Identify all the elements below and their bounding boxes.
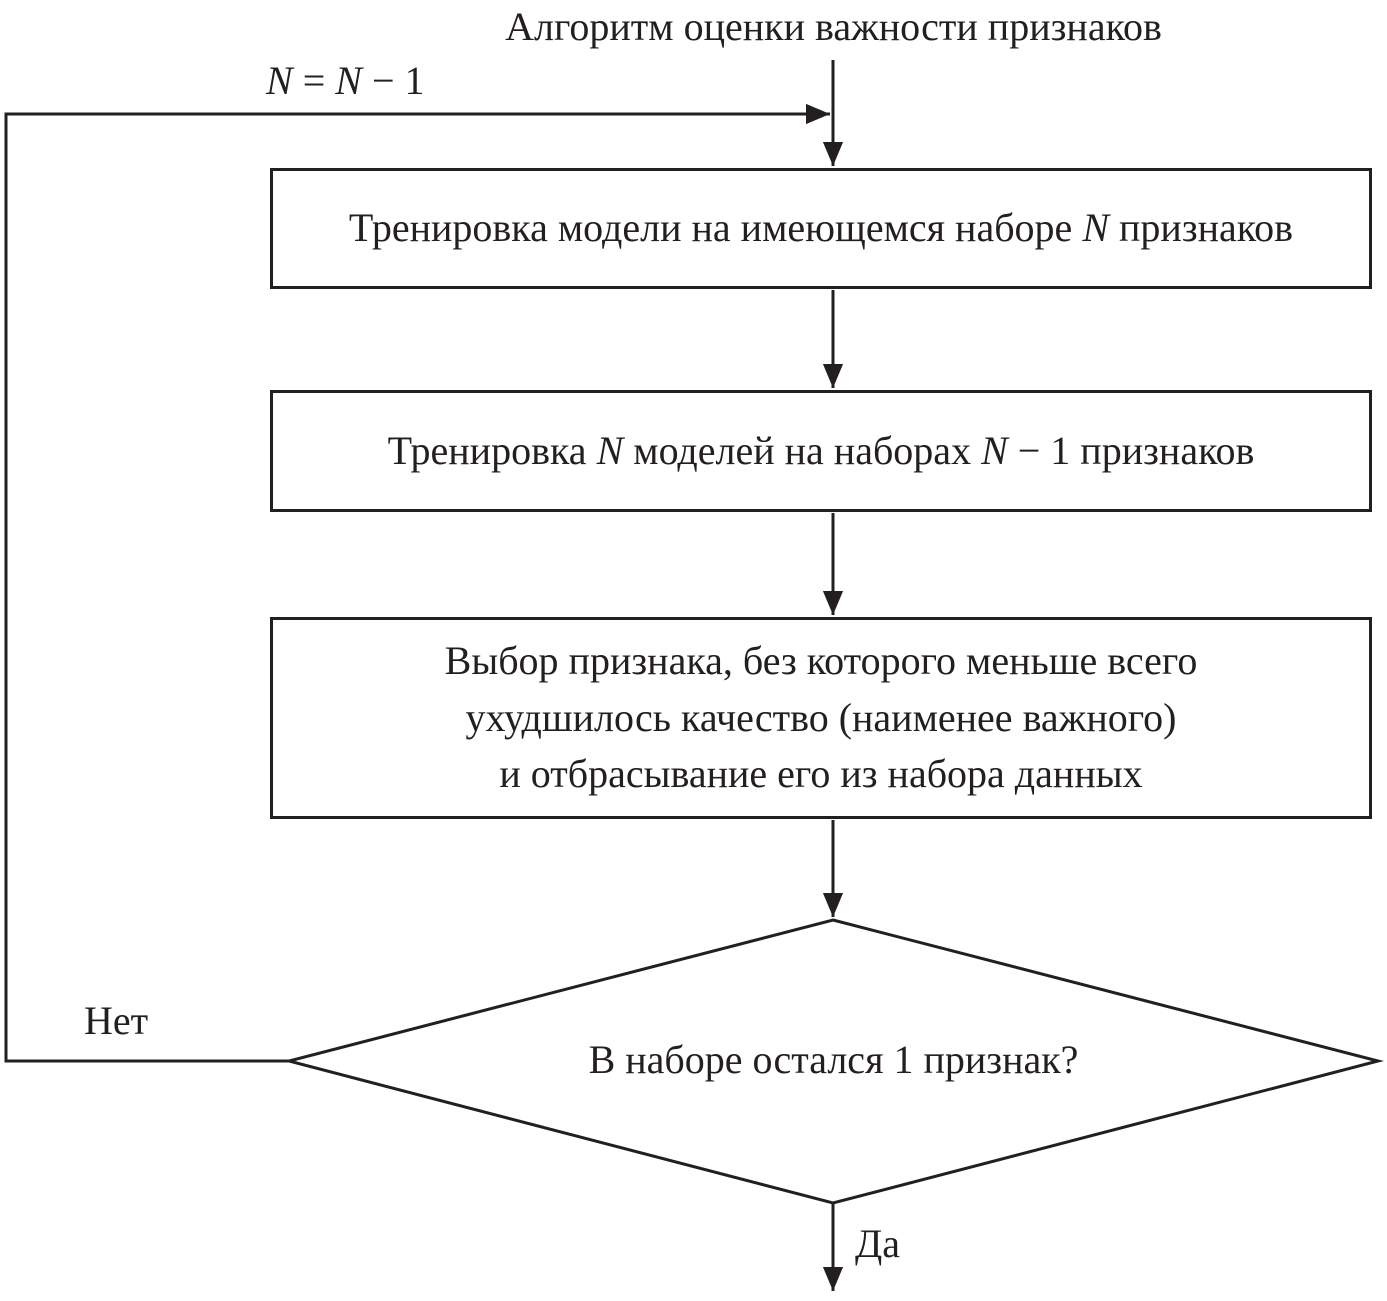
process-box-train-model (270, 168, 1372, 289)
box2-text-pre: Тренировка (387, 427, 597, 473)
no-branch-label: Нет (84, 998, 149, 1043)
loop-counter-label (266, 58, 425, 104)
process-box-train-n-models (270, 390, 1372, 512)
decision-question: В наборе остался 1 признак? (588, 1037, 1079, 1082)
box2-text-post: − 1 признаков (1007, 427, 1255, 473)
box1-text-post: признаков (1109, 205, 1294, 251)
yes-branch-label: Да (855, 1221, 901, 1266)
loop-label-n2: N (335, 58, 362, 103)
box2-var-n2: N (981, 427, 1008, 473)
loop-label-n1: N (266, 58, 293, 103)
box1-var-n: N (1082, 205, 1109, 251)
box2-var-n1: N (596, 427, 624, 473)
box3-line-3: и отбрасывание его из набора данных (499, 751, 1143, 797)
process-box-train-n-models-text (388, 423, 1255, 480)
box3-line-1: Выбор признака, без которого меньше всего (444, 637, 1198, 683)
process-box-train-model-text (349, 200, 1293, 257)
loop-label-rest: − 1 (361, 58, 425, 103)
box1-text-pre: Тренировка модели на имеющемся наборе (348, 205, 1083, 251)
diagram-title: Алгоритм оценки важности признаков (505, 4, 1162, 49)
process-box-select-feature (270, 617, 1372, 819)
loop-label-eq: = (292, 58, 336, 103)
box2-text-mid: моделей на наборах (623, 427, 982, 473)
box3-line-2: ухудшилось качество (наименее важного) (465, 694, 1177, 740)
